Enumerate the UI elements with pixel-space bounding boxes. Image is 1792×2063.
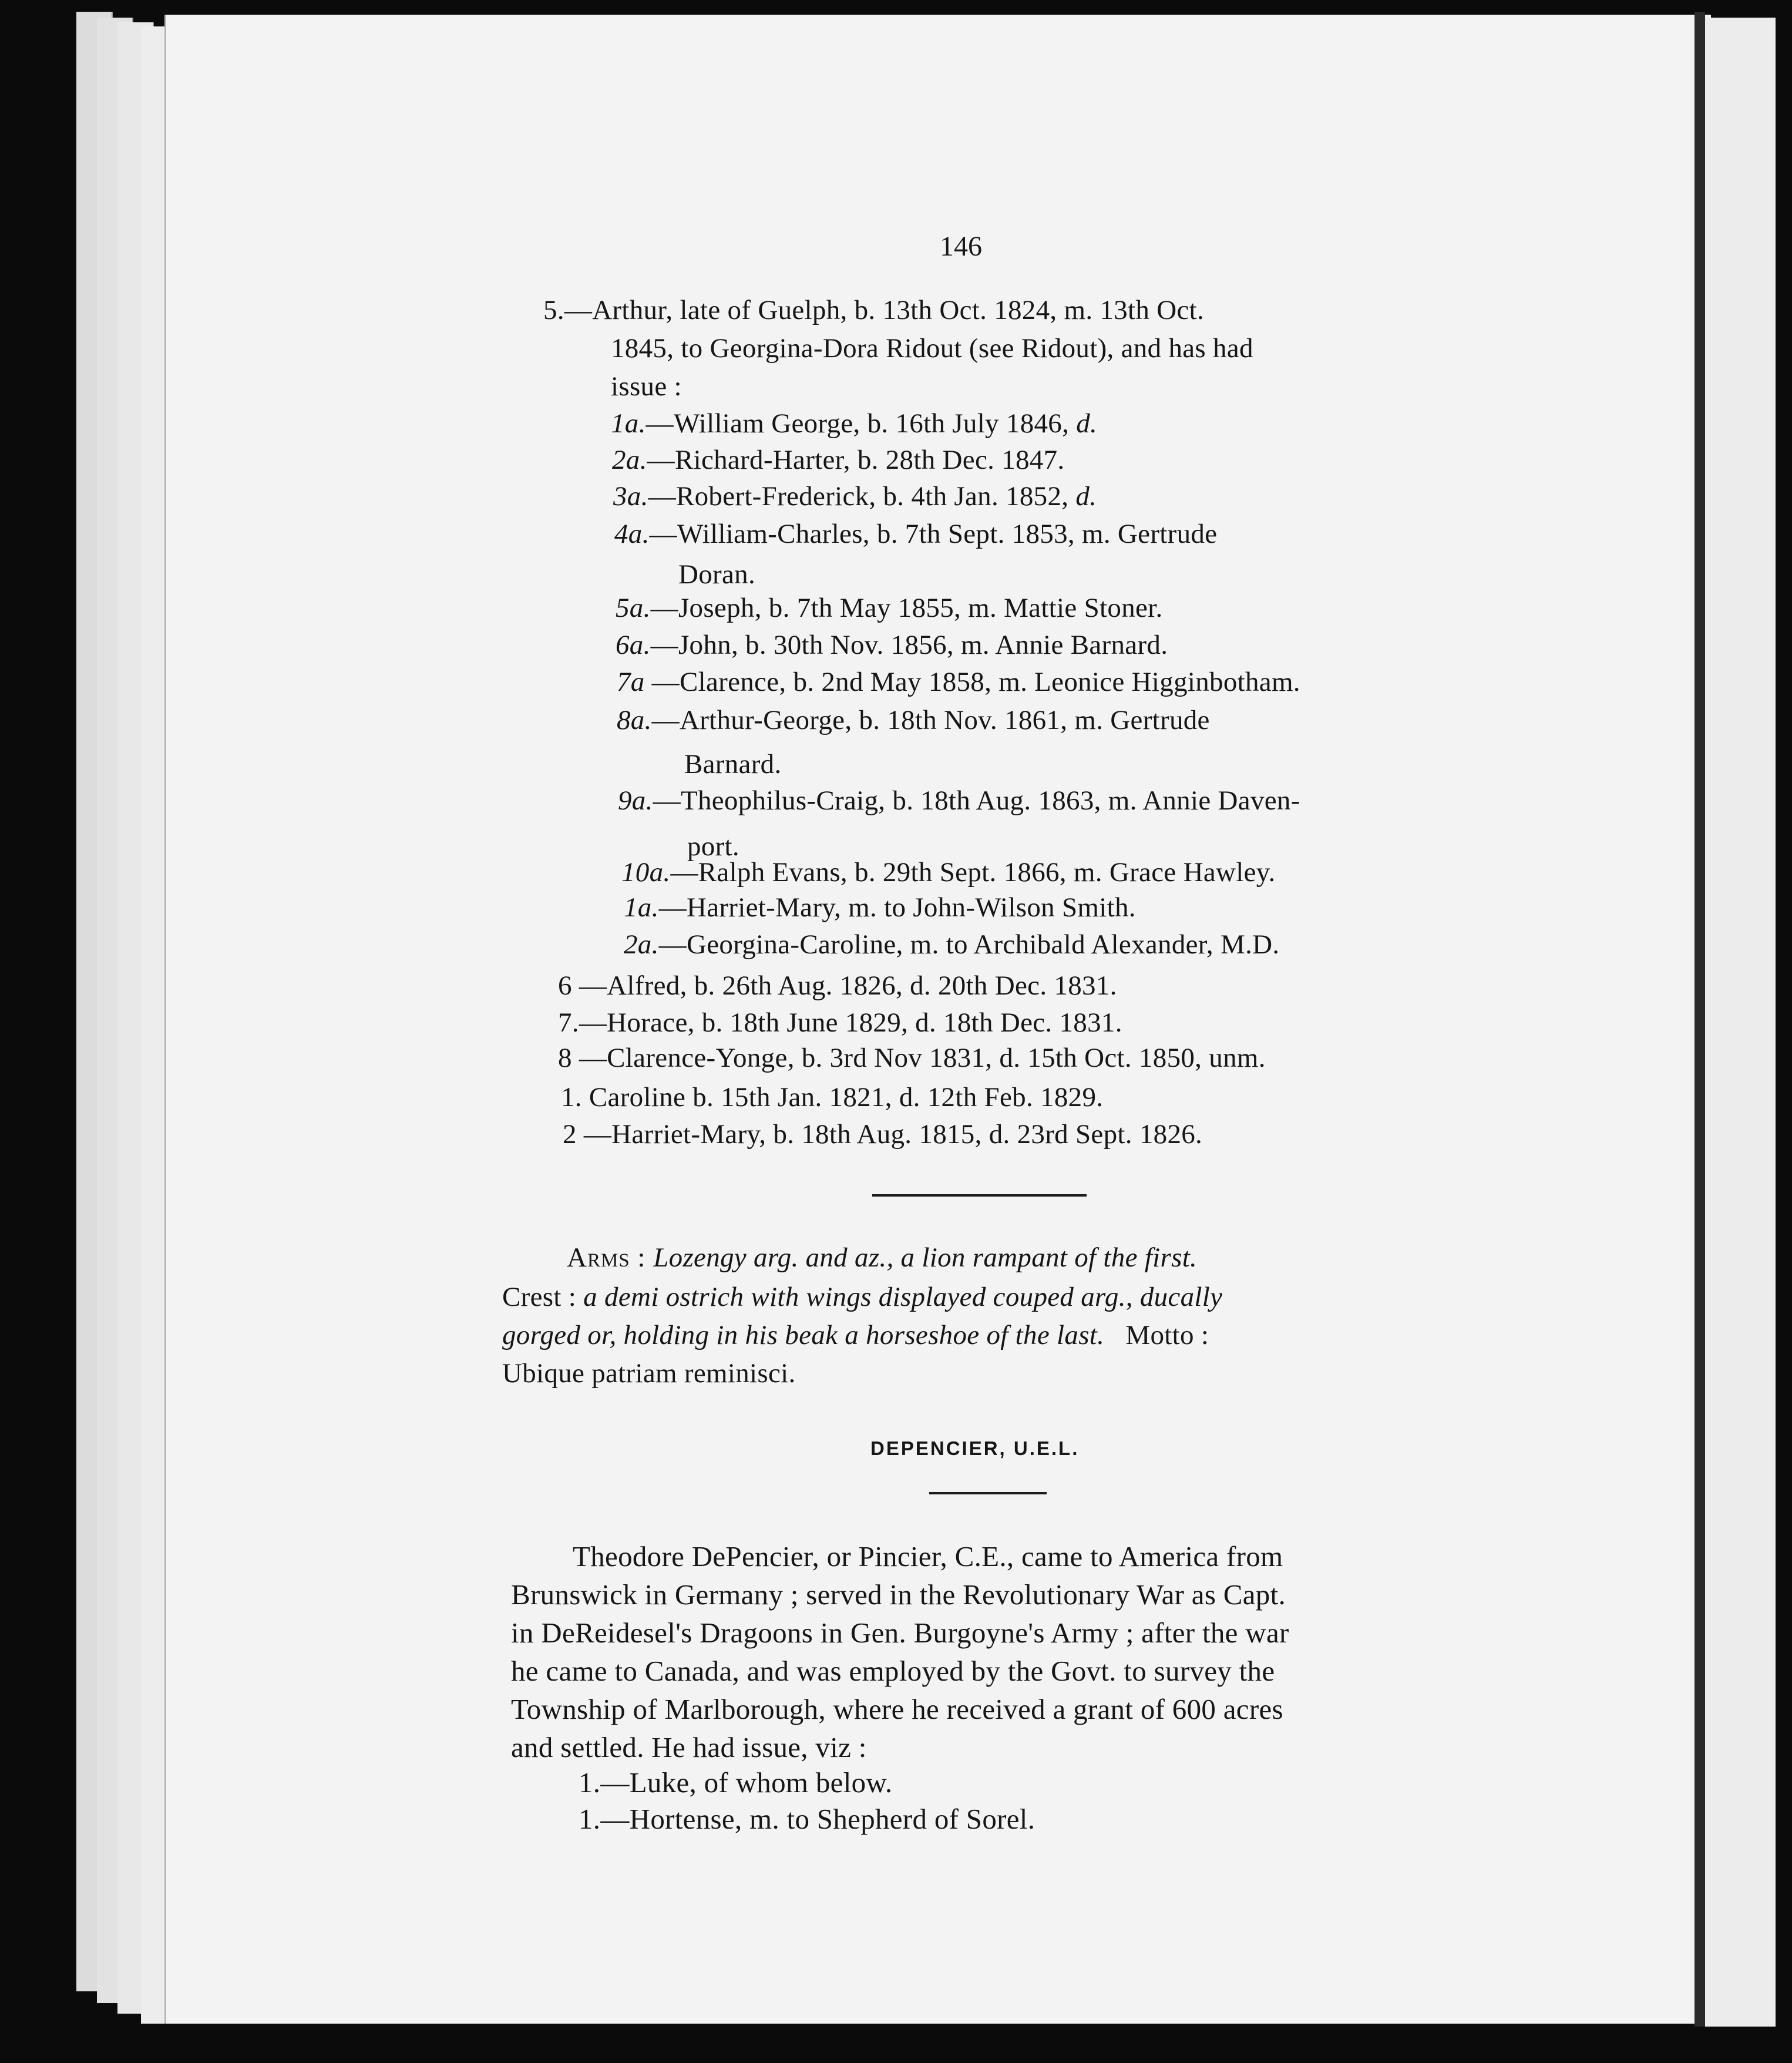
child-text: —Clarence, b. 2nd May 1858, m. Leonice Higginbotham.	[644, 667, 1300, 697]
child-entry	[616, 594, 1163, 622]
entry-line: 7.—Horace, b. 18th June 1829, d. 18th Dec. 1831.	[558, 1007, 1122, 1038]
child-number: 2a.	[612, 445, 647, 475]
arms-label: Arms :	[567, 1242, 654, 1273]
child-entry	[611, 410, 1097, 438]
motto-text: Ubique patriam reminisci.	[502, 1358, 796, 1389]
child-entry	[624, 894, 1136, 922]
crest-text: gorged or, holding in his beak a horseshoe of the last.	[502, 1320, 1105, 1350]
entry-line: 1. Caroline b. 15th Jan. 1821, d. 12th Feb. 1829.	[561, 1082, 1104, 1113]
child-text: —Harriet-Mary, m. to John-Wilson Smith.	[658, 892, 1136, 923]
child-text: —John, b. 30th Nov. 1856, m. Annie Barnard.	[650, 630, 1168, 660]
entry-line: Barnard.	[684, 749, 782, 779]
arms-line	[567, 1244, 1197, 1272]
child-number: 1a.	[624, 892, 659, 923]
child-number: 2a.	[624, 929, 659, 960]
child-number: 4a.	[614, 519, 650, 549]
motto-label: Motto :	[1125, 1320, 1209, 1350]
child-text: —William George, b. 16th July 1846,	[645, 408, 1077, 439]
child-text: —Joseph, b. 7th May 1855, m. Mattie Stoner.	[650, 593, 1163, 623]
child-entry	[617, 707, 1210, 734]
crest-line	[502, 1284, 1222, 1311]
child-number: 7a	[617, 667, 645, 697]
child-text: —Georgina-Caroline, m. to Archibald Alexander, M.D.	[658, 929, 1280, 960]
arms-blazon: Lozengy arg. and az., a lion rampant of the first.	[653, 1242, 1198, 1273]
body-line: he came to Canada, and was employed by the Govt. to survey the	[511, 1655, 1275, 1687]
child-number: 8a.	[617, 705, 652, 735]
page-number: 146	[940, 231, 982, 262]
child-number: 9a.	[618, 785, 653, 816]
entry-line: 8 —Clarence-Yonge, b. 3rd Nov 1831, d. 15th Oct. 1850, unm.	[558, 1043, 1266, 1073]
body-line: Brunswick in Germany ; served in the Revolutionary War as Capt.	[511, 1578, 1286, 1611]
child-number: 3a.	[613, 481, 648, 512]
entry-line: 2 —Harriet-Mary, b. 18th Aug. 1815, d. 23rd Sept. 1826.	[563, 1119, 1203, 1150]
child-text: —Richard-Harter, b. 28th Dec. 1847.	[647, 445, 1065, 475]
child-entry	[617, 668, 1300, 696]
crest-line	[502, 1322, 1209, 1349]
child-number: 5a.	[616, 593, 651, 623]
child-entry	[616, 631, 1168, 659]
child-tail: d.	[1075, 481, 1097, 512]
body-line: 1.—Hortense, m. to Shepherd of Sorel.	[579, 1803, 1035, 1835]
body-line: Township of Marlborough, where he received a grant of 600 acres	[511, 1693, 1283, 1725]
entry-line: port.	[687, 831, 739, 862]
entry-line: 5.—Arthur, late of Guelph, b. 13th Oct. 1824, m. 13th Oct.	[543, 295, 1205, 325]
body-line: Theodore DePencier, or Pincier, C.E., came to America from	[573, 1540, 1283, 1573]
body-line: 1.—Luke, of whom below.	[579, 1766, 893, 1799]
child-text: —Arthur-George, b. 18th Nov. 1861, m. Gertrude	[651, 705, 1210, 735]
child-text: —Robert-Frederick, b. 4th Jan. 1852,	[648, 481, 1076, 512]
child-tail: d.	[1076, 408, 1098, 439]
child-text: —Ralph Evans, b. 29th Sept. 1866, m. Grace Hawley.	[670, 857, 1276, 888]
child-entry	[621, 859, 1276, 886]
entry-line: issue :	[611, 371, 682, 402]
entry-line: Doran.	[678, 559, 756, 590]
body-line: in DeReidesel's Dragoons in Gen. Burgoyne's Army ; after the war	[511, 1617, 1289, 1649]
entry-line: 1845, to Georgina-Dora Ridout (see Ridout), and has had	[611, 333, 1253, 364]
child-entry	[614, 520, 1217, 548]
facing-page-edge	[1705, 18, 1776, 2027]
section-heading: DEPENCIER, U.E.L.	[870, 1437, 1080, 1459]
book-gutter	[1695, 12, 1705, 2027]
entry-line: 6 —Alfred, b. 26th Aug. 1826, d. 20th Dec. 1831.	[558, 970, 1117, 1001]
child-text: —William-Charles, b. 7th Sept. 1853, m. Gertrude	[649, 519, 1218, 549]
crest-text: a demi ostrich with wings displayed couped arg., ducally	[583, 1282, 1223, 1312]
child-entry	[624, 931, 1279, 959]
crest-label: Crest :	[502, 1282, 584, 1312]
child-entry	[613, 483, 1097, 510]
child-entry	[612, 446, 1064, 474]
child-number: 6a.	[616, 630, 651, 660]
child-entry	[618, 787, 1300, 815]
child-number: 10a.	[621, 857, 671, 888]
heading-divider	[929, 1492, 1047, 1494]
child-text: —Theophilus-Craig, b. 18th Aug. 1863, m. Annie Daven-	[653, 785, 1300, 816]
section-divider	[872, 1194, 1087, 1197]
child-number: 1a.	[611, 408, 646, 439]
body-line: and settled. He had issue, viz :	[511, 1731, 867, 1763]
